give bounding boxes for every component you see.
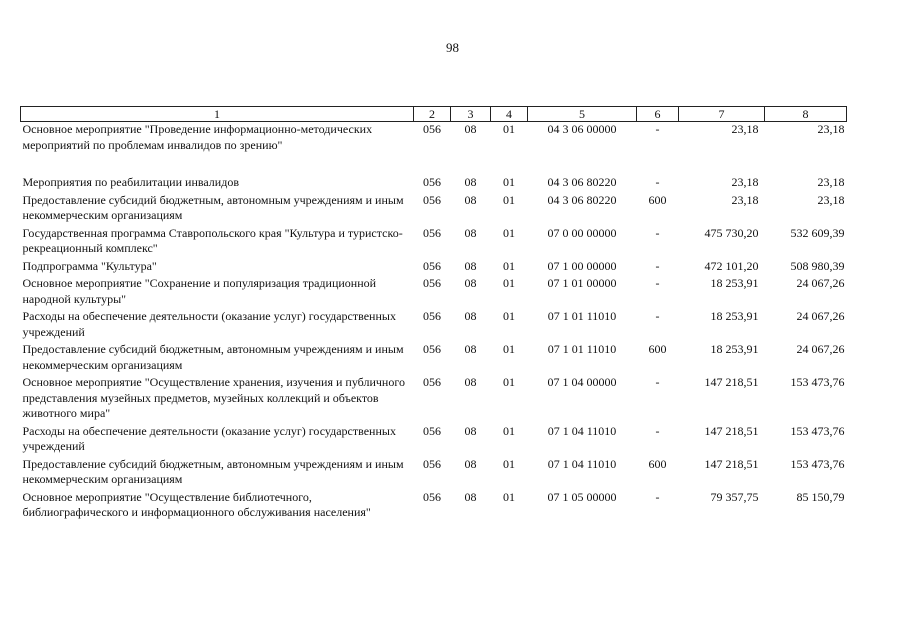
cell-subsection: 01 xyxy=(503,489,515,504)
cell-ministry-code: 056 xyxy=(423,456,441,471)
cell-amount-2: 532 609,39 xyxy=(790,225,845,240)
column-header: 6 xyxy=(637,107,679,122)
cell-amount-1: 147 218,51 xyxy=(704,456,759,471)
cell-amount-1: 23,18 xyxy=(731,122,759,136)
budget-table xyxy=(20,106,847,523)
column-header: 3 xyxy=(451,107,491,122)
row-name: Предоставление субсидий бюджетным, автономным учреждениям и иным некоммерческим организациям xyxy=(22,342,404,372)
cell-target-article: 07 1 00 00000 xyxy=(547,258,617,273)
row-name: Основное мероприятие "Сохранение и популяризация традиционной народной культуры" xyxy=(22,276,377,306)
cell-amount-2: 24 067,26 xyxy=(796,342,845,356)
table-row xyxy=(21,175,847,193)
cell-amount-1: 472 101,20 xyxy=(704,258,759,273)
cell-subsection: 01 xyxy=(503,423,515,438)
cell-expense-type: - xyxy=(655,175,660,189)
cell-target-article: 07 1 04 11010 xyxy=(547,423,617,438)
cell-target-article: 07 1 01 11010 xyxy=(547,309,617,323)
cell-amount-1: 18 253,91 xyxy=(710,342,759,356)
cell-amount-2: 153 473,76 xyxy=(790,456,845,471)
table-row xyxy=(21,342,847,375)
cell-amount-1: 475 730,20 xyxy=(704,225,759,240)
row-name: Расходы на обеспечение деятельности (оказание услуг) государственных учреждений xyxy=(22,309,396,339)
cell-amount-1: 147 218,51 xyxy=(704,375,759,389)
column-header: 2 xyxy=(414,107,451,122)
cell-subsection: 01 xyxy=(503,192,515,207)
cell-expense-type: 600 xyxy=(648,456,667,471)
cell-expense-type: - xyxy=(655,122,660,136)
cell-subsection: 01 xyxy=(503,122,515,136)
cell-section: 08 xyxy=(464,122,477,136)
table-row xyxy=(21,424,847,457)
cell-section: 08 xyxy=(464,258,477,273)
cell-subsection: 01 xyxy=(503,375,515,389)
cell-amount-2: 153 473,76 xyxy=(790,423,845,438)
cell-target-article: 07 1 01 00000 xyxy=(547,276,617,290)
row-name: Государственная программа Ставропольского края "Культура и туристско-рекреационный комплекс" xyxy=(22,225,403,255)
cell-ministry-code: 056 xyxy=(423,276,441,290)
table-row xyxy=(21,259,847,277)
column-header: 8 xyxy=(765,107,847,122)
cell-amount-2: 153 473,76 xyxy=(790,375,845,389)
cell-subsection: 01 xyxy=(503,225,515,240)
row-name: Основное мероприятие "Осуществление хранения, изучения и публичного представления музейных предметов, музейных коллекций и объектов животного мира" xyxy=(22,375,405,420)
cell-amount-2: 508 980,39 xyxy=(790,258,845,273)
cell-ministry-code: 056 xyxy=(423,175,441,189)
row-name: Основное мероприятие "Осуществление библиотечного, библиографического и информационного обслуживания населения" xyxy=(22,489,371,519)
cell-expense-type: 600 xyxy=(648,342,667,356)
row-name: Предоставление субсидий бюджетным, автономным учреждениям и иным некоммерческим организациям xyxy=(22,456,404,486)
column-header: 4 xyxy=(491,107,528,122)
cell-amount-2: 24 067,26 xyxy=(796,276,845,290)
row-name: Расходы на обеспечение деятельности (оказание услуг) государственных учреждений xyxy=(22,423,396,453)
cell-amount-2: 85 150,79 xyxy=(796,489,845,504)
cell-amount-2: 23,18 xyxy=(817,175,845,189)
cell-target-article: 04 3 06 00000 xyxy=(547,122,617,136)
cell-subsection: 01 xyxy=(503,456,515,471)
cell-ministry-code: 056 xyxy=(423,342,441,356)
cell-amount-1: 23,18 xyxy=(731,175,759,189)
spacer-row xyxy=(21,155,847,175)
cell-section: 08 xyxy=(464,276,477,290)
cell-section: 08 xyxy=(464,342,477,356)
row-name: Основное мероприятие "Проведение информационно-методических мероприятий по проблемам инвалидов по зрению" xyxy=(22,122,373,152)
cell-expense-type: - xyxy=(655,225,660,240)
cell-target-article: 04 3 06 80220 xyxy=(547,192,617,207)
cell-expense-type: - xyxy=(655,375,660,389)
table-row xyxy=(21,309,847,342)
cell-amount-1: 79 357,75 xyxy=(710,489,759,504)
cell-section: 08 xyxy=(464,192,477,207)
cell-section: 08 xyxy=(464,309,477,323)
cell-expense-type: - xyxy=(655,276,660,290)
cell-ministry-code: 056 xyxy=(423,489,441,504)
table-row xyxy=(21,193,847,226)
cell-target-article: 07 1 04 11010 xyxy=(547,456,617,471)
row-name: Предоставление субсидий бюджетным, автономным учреждениям и иным некоммерческим организациям xyxy=(22,192,404,222)
cell-amount-1: 18 253,91 xyxy=(710,309,759,323)
cell-amount-1: 23,18 xyxy=(731,192,759,207)
cell-section: 08 xyxy=(464,423,477,438)
cell-amount-1: 147 218,51 xyxy=(704,423,759,438)
cell-section: 08 xyxy=(464,456,477,471)
column-header: 1 xyxy=(21,107,414,122)
cell-subsection: 01 xyxy=(503,258,515,273)
cell-expense-type: - xyxy=(655,423,660,438)
cell-expense-type: 600 xyxy=(648,192,667,207)
column-header: 5 xyxy=(528,107,637,122)
cell-amount-2: 23,18 xyxy=(817,192,845,207)
cell-target-article: 07 0 00 00000 xyxy=(547,225,617,240)
cell-section: 08 xyxy=(464,375,477,389)
table-row xyxy=(21,122,847,156)
table-row xyxy=(21,457,847,490)
cell-ministry-code: 056 xyxy=(423,423,441,438)
cell-expense-type: - xyxy=(655,309,660,323)
cell-ministry-code: 056 xyxy=(423,122,441,136)
cell-target-article: 07 1 04 00000 xyxy=(547,375,617,389)
cell-ministry-code: 056 xyxy=(423,192,441,207)
cell-target-article: 07 1 01 11010 xyxy=(547,342,617,356)
table-row xyxy=(21,276,847,309)
table-row xyxy=(21,375,847,424)
cell-ministry-code: 056 xyxy=(423,225,441,240)
cell-expense-type: - xyxy=(655,258,660,273)
column-header: 7 xyxy=(679,107,765,122)
cell-target-article: 04 3 06 80220 xyxy=(547,175,617,189)
cell-amount-2: 24 067,26 xyxy=(796,309,845,323)
cell-subsection: 01 xyxy=(503,175,515,189)
cell-ministry-code: 056 xyxy=(423,309,441,323)
row-name: Мероприятия по реабилитации инвалидов xyxy=(22,175,239,189)
page-number: 98 xyxy=(446,40,459,55)
cell-amount-1: 18 253,91 xyxy=(710,276,759,290)
cell-subsection: 01 xyxy=(503,276,515,290)
cell-target-article: 07 1 05 00000 xyxy=(547,489,617,504)
row-name: Подпрограмма "Культура" xyxy=(22,258,157,273)
cell-amount-2: 23,18 xyxy=(817,122,845,136)
table-row xyxy=(21,226,847,259)
table-row xyxy=(21,490,847,523)
table-header-row xyxy=(21,107,847,122)
cell-section: 08 xyxy=(464,489,477,504)
cell-section: 08 xyxy=(464,175,477,189)
cell-ministry-code: 056 xyxy=(423,375,441,389)
cell-expense-type: - xyxy=(655,489,660,504)
cell-subsection: 01 xyxy=(503,309,515,323)
cell-ministry-code: 056 xyxy=(423,258,441,273)
cell-subsection: 01 xyxy=(503,342,515,356)
cell-section: 08 xyxy=(464,225,477,240)
